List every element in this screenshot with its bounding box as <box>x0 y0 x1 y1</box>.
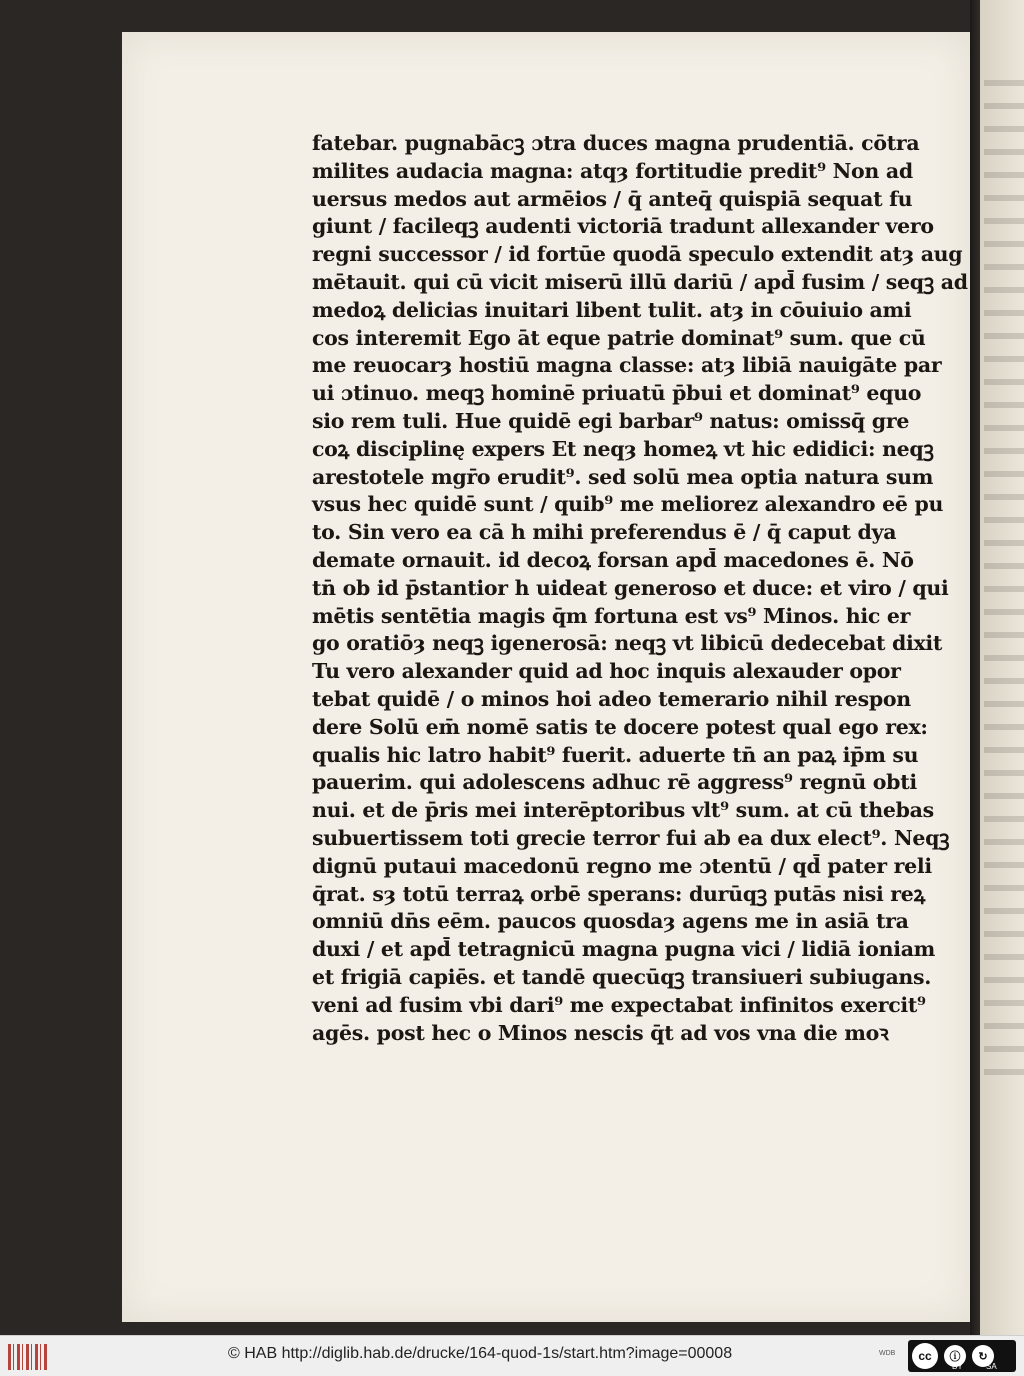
hab-logo-icon <box>8 1344 48 1370</box>
footer-bar <box>0 1335 1024 1376</box>
text-line: go oratiōȝ neqꝫ igenerosā: neqꝫ vt libicū dedecebat dixit <box>312 631 943 656</box>
text-line: duxi / et apd̄ tetragnicū magna pugna vici / lidiā ioniam <box>312 937 936 962</box>
text-line: giunt / facileqꝫ audenti victoriā tradunt allexander vero <box>312 214 934 239</box>
text-line: pauerim. qui adolescens adhuc rē aggress⁹ regnū obti <box>312 770 917 795</box>
text-line: coꝝ disciplinę expers Et neqȝ homeꝝ vt hic edidici: neqꝫ <box>312 436 934 461</box>
text-line: tebat quidē / o minos hoi adeo temerario nihil respon <box>312 686 911 711</box>
source-credit-link[interactable]: © HAB http://diglib.hab.de/drucke/164-quod-1s/start.htm?image=00008 <box>228 1345 733 1362</box>
cc-license-badge[interactable] <box>908 1340 1016 1372</box>
sa-icon: ↻ <box>972 1345 994 1367</box>
text-line: dere Solū em̄ nomē satis te docere potest qual ego rex: <box>312 714 928 739</box>
text-line: arestotele mgr̄o erudit⁹. sed solū mea optia natura sum <box>312 464 934 489</box>
text-line: nui. et de p̄ris mei interēptoribus vlt⁹ sum. at cū thebas <box>312 798 934 823</box>
text-line: fatebar. pugnabācꝫ ɔtra duces magna prudentiā. cōtra <box>312 131 920 155</box>
text-line: omniū dn̄s eēm. paucos quosdaȝ agens me in asiā tra <box>312 909 909 934</box>
text-line: ui ɔtinuo. meqꝫ hominē priuatū p̄bui et dominat⁹ equo <box>312 381 922 406</box>
text-line: Tu vero alexander quid ad hoc inquis alexauder opor <box>312 659 901 684</box>
text-line: medoꝝ delicias inuitari libent tulit. atȝ in cōuiuio ami <box>312 297 912 322</box>
text-line: uersus medos aut armēios / q̄ anteq̄ quispiā sequat fu <box>312 186 913 211</box>
text-line: me reuocarȝ hostiū magna classe: atȝ libiā nauigāte par <box>312 353 942 378</box>
text-line: veni ad fusim vbi dari⁹ me expectabat infinitos exercit⁹ <box>312 992 926 1017</box>
text-line: qualis hic latro habit⁹ fuerit. aduerte tn̄ an paꝝ ip̄m su <box>312 742 919 767</box>
text-line: to. Sin vero ea cā h mihi preferendus ē / q̄ caput dya <box>312 520 897 545</box>
text-line: mētis sentētia magis q̄m fortuna est vs⁹ Minos. hic er <box>312 603 911 628</box>
text-line: mētauit. qui cū vicit miserū illū dariū / apd̄ fusim / seqꝫ ad <box>312 269 968 294</box>
text-line: subuertissem toti grecie terror fui ab ea dux elect⁹. Neqꝫ <box>312 825 950 850</box>
text-line: vsus hec quidē sunt / quib⁹ me meliorez alexandro eē pu <box>312 492 944 517</box>
text-line: milites audacia magna: atqȝ fortitudie predit⁹ Non ad <box>312 158 913 183</box>
text-line: sio rem tuli. Hue quidē egi barbar⁹ natus: omissq̄ gre <box>312 408 910 433</box>
text-line: regni successor / id fortūe quodā speculo extendit atȝ aug <box>312 242 963 267</box>
by-label: BY <box>952 1362 963 1371</box>
by-icon: ⓘ <box>944 1345 966 1367</box>
wdb-mark: WDB <box>879 1350 896 1357</box>
text-line: q̄rat. sȝ totū terraꝝ orbē sperans: durūqꝫ putās nisi reꝝ <box>312 881 926 906</box>
text-line: cos interemit Ego āt eque patrie dominat⁹ sum. que cū <box>312 325 926 350</box>
text-line: et frigiā capiēs. et tandē quecūqꝫ transiueri subiugans. <box>312 964 932 989</box>
text-line: agēs. post hec o Minos nescis q̄t ad vos vna die moꝛ <box>312 1020 889 1045</box>
text-line: demate ornauit. id decoꝝ forsan apd̄ macedones ē. Nō <box>312 547 914 572</box>
facing-page-edge <box>980 0 1024 1335</box>
cc-icon: cc <box>912 1343 938 1369</box>
page-text <box>312 130 968 1047</box>
sa-label: SA <box>986 1362 997 1371</box>
text-line: dignū putaui macedonū regno me ɔtentū / qd̄ pater reli <box>312 853 932 878</box>
text-line: tn̄ ob id p̄stantior h uideat generoso et duce: et viro / qui <box>312 575 949 600</box>
